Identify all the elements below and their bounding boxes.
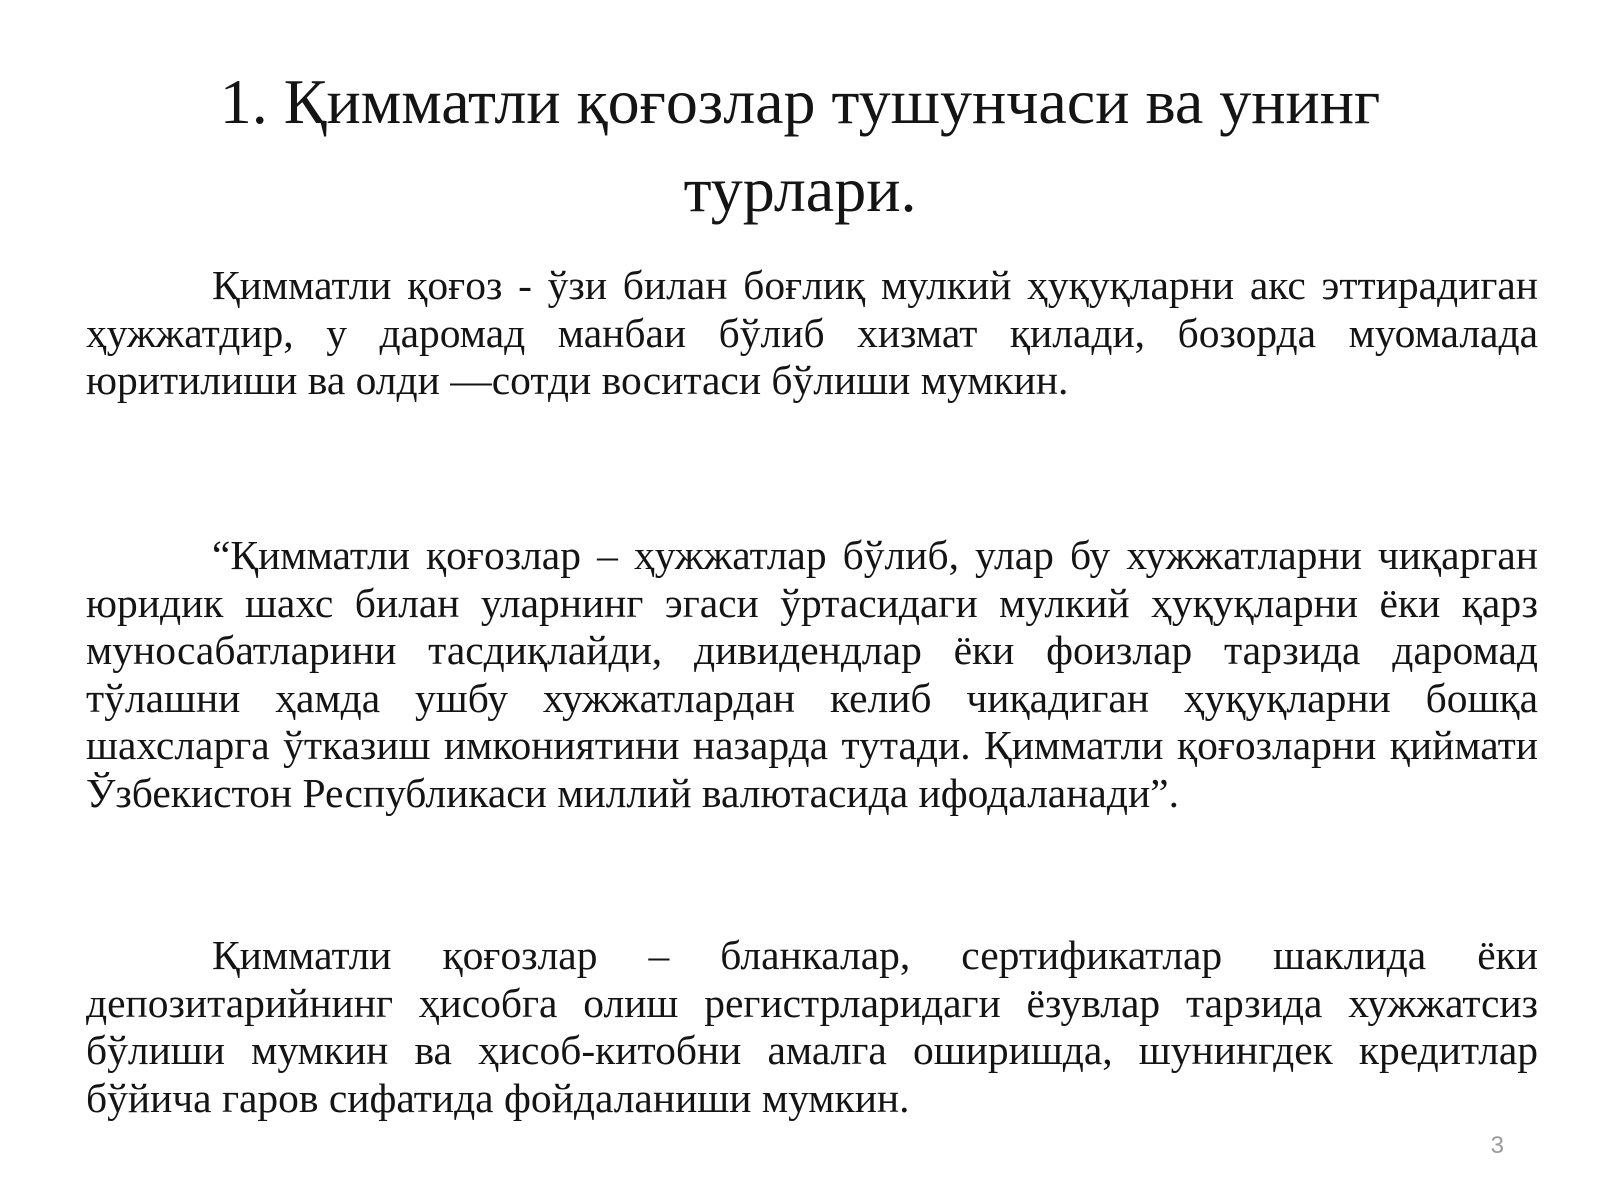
slide-title: 1. Қимматли қоғозлар тушунчаси ва унинг турлари. — [219, 66, 1381, 225]
paragraph-quote: “Қимматли қоғозлар – ҳужжатлар бўлиб, улар бу хужжатларни чиқарган юридик шахс билан уларнинг эгаси ўртасидаги мулкий ҳуқуқларни ёки қарз муносабатларини тасдиқлайди, дивидендлар ёки фоизлар тарзида даромад тўлашни ҳамда ушбу хужжатлардан келиб чиқадиган ҳуқуқларни бошқа шахсларга ўтказиш имкониятини назарда тутади. Қимматли қоғозларни қиймати Ўзбекистон Республикаси миллий валютасида ифодаланади”. — [86, 532, 1538, 816]
paragraph-forms: Қимматли қоғозлар – бланкалар, сертификатлар шаклида ёки депозитарийнинг ҳисобга олиш регистрларидаги ёзувлар тарзида хужжатсиз бўлиши мумкин ва ҳисоб-китобни амалга оширишда, шунингдек кредитлар бўйича гаров сифатида фойдаланиши мумкин. — [86, 932, 1538, 1121]
paragraph-definition: Қимматли қоғоз - ўзи билан боғлиқ мулкий ҳуқуқларни акс эттирадиган ҳужжатдир, у даромад манбаи бўлиб хизмат қилади, бозорда муомалада юритилиши ва олди —сотди воситаси бўлиши мумкин. — [86, 262, 1538, 403]
page-number: 3 — [1490, 1132, 1504, 1159]
